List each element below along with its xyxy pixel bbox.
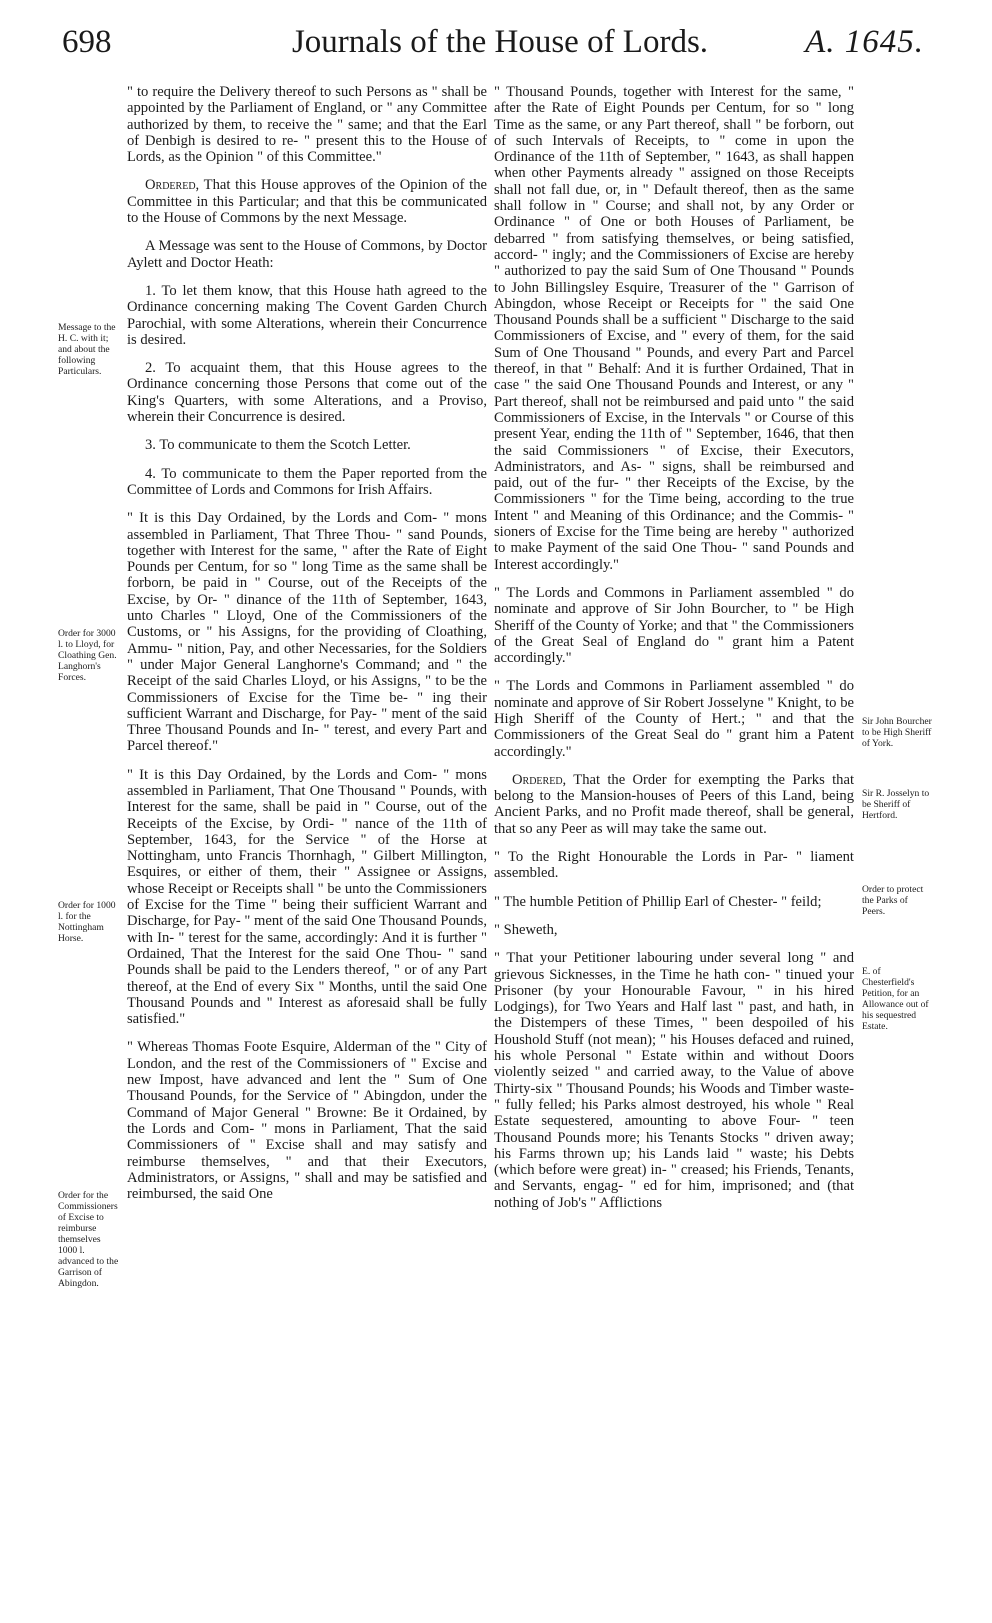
left-column xyxy=(127,84,487,1214)
paragraph: " Whereas Thomas Foote Esquire, Alderman of the " City of London, and the rest of the Commissioners of " Excise and new Impost, have advanced and lent the " Sum of One Thousand Pounds, for the Service of " Abingdon, under the Command of Major General " Browne: Be it Ordained, by the Lords and Com- " mons in Parliament, That the said Commissioners of " Excise shall and may satisfy and reimburse themselves, " and that their Executors, Administrators, or Assigns, " shall and may be satisfied and reimbursed, the said One xyxy=(127,1039,487,1203)
page-header xyxy=(0,14,992,74)
paragraph-text: That this House approves of the Opinion of the Committee in this Particular; and that this be communicated to the House of Commons by the next Message. xyxy=(127,177,487,227)
paragraph: " It is this Day Ordained, by the Lords and Com- " mons assembled in Parliament, That One Thousand " Pounds, with Interest for the same, shall be paid in " Course, out of the Receipts of the Excise, by Ordi- " nance of the 11th of September, 1643, for the Service " of the Horse at Nottingham, unto Francis Thornhagh, " Gilbert Millington, Esquires, or either of them, their " Assignee or Assigns, whose Receipt or Receipts shall " be unto the Commissioners of Excise for the Time " being their sufficient Warrant and Discharge, for Pay- " ment of the said One Thousand Pounds, with In- " terest for the same, accordingly: And it is further " Ordained, That the Interest for the said One Thou- " sand Pounds shall be paid to the Lenders thereof, " or of any Part thereof, at the End of every Six " Months, until the said One Thousand Pounds and " Interest as aforesaid shall be fully satisfied." xyxy=(127,766,487,1028)
paragraph: 3. To communicate to them the Scotch Letter. xyxy=(145,437,411,454)
margin-note-bourcher: Sir John Bourcher to be High Sheriff of York. xyxy=(862,716,932,749)
paragraph: " The Lords and Commons in Parliament assembled " do nominate and approve of Sir John Bourcher, to " be High Sheriff of the County of Yorke; and that " the Commissioners of the Great Seal of England do " grant him a Patent accordingly." xyxy=(494,584,854,667)
margin-note-message: Message to the H. C. with it; and about the following Particulars. xyxy=(58,322,116,377)
margin-note-chesterfield: E. of Chesterfield's Petition, for an Allowance out of his sequestred Estate. xyxy=(862,966,929,1032)
paragraph: " The humble Petition of Phillip Earl of Chester- " feild; xyxy=(494,893,822,910)
margin-note-josselyn: Sir R. Josselyn to be Sheriff of Hertford. xyxy=(862,788,930,821)
paragraph xyxy=(494,772,854,837)
paragraph: A Message was sent to the House of Commons, by Doctor Aylett and Doctor Heath: xyxy=(127,238,487,271)
paragraph: " That your Petitioner labouring under several long " and grievous Sicknesses, in the Time he hath con- " tinued your Prisoner (by your Honourable Favour, " in his hired Lodgings), for Two Years and Half last " past, and hath, in the Distempers of these Times, " been despoiled of his Houshold Stuff (not mean); " his Houses defaced and ruined, his whole Personal " Estate within and without Doors violently seized " and carried away, to the Value of above Thirty-six " Thousand Pounds; his Woods and Timber waste- " fully felled; his Parks almost destroyed, his whole " Real Estate sequestered, amounting to above Four- " teen Thousand Pounds more; his Tenants Stocks " driven away; his Farms thrown up; his Lands laid " waste; his Debts (which before were great) in- " creased; his Friends, Tenants, and Servants, engag- " ed for him, imprisoned; and (that nothing of Job's " Afflictions xyxy=(494,950,854,1211)
ordered-label: Ordered, xyxy=(512,771,567,788)
margin-note-lloyd: Order for 3000 l. to Lloyd, for Cloathing Gen. Langhorn's Forces. xyxy=(58,628,117,683)
paragraph xyxy=(127,177,487,226)
paragraph: " Sheweth, xyxy=(494,921,558,938)
paragraph-text: That the Order for exempting the Parks that belong to the Mansion-houses of Peers of this Land, being Ancient Parks, and no Profit made thereof, shall be general, that so any Peer as will may take the same out. xyxy=(494,771,854,837)
paragraph: 4. To communicate to them the Paper reported from the Committee of Lords and Commons for Irish Affairs. xyxy=(127,465,487,498)
margin-note-nottingham: Order for 1000 l. for the Nottingham Horse. xyxy=(58,900,116,944)
paragraph: 1. To let them know, that this House hath agreed to the Ordinance concerning making The Covent Garden Church Parochial, with some Alterations, wherein their Concurrence is desired. xyxy=(127,282,487,348)
paragraph: " Thousand Pounds, together with Interest for the same, " after the Rate of Eight Pounds per Centum, for so " long Time as the same, or any Part thereof, shall " be forborn, out of such Intervals of Receipts, to " come in upon the Ordinance of the 11th of September, " 1643, as shall happen when other Payments already " assigned on those Receipts shall not fall due, or, in " Default thereof, then as the same shall follow in " Course; and shall not, by any Order or Ordinance " of One or both Houses of Parliament, be debarred " from satisfying themselves, or being satisfied, accord- " ingly; and the Commissioners of Excise are hereby " authorized to pay the said Sum of One Thousand " Pounds to John Billingsley Esquire, Treasurer of the " Garrison of Abingdon, whose Receipt or Receipts for " the said One Thousand Pounds shall be a sufficient " Discharge to the said Commissioners of Excise, and " every of them, for the said Sum of One Thousand " Pounds, and every Part and Parcel thereof, in that " Behalf: And it is further Ordained, That in case " the said One Thousand Pounds and Interest, or any " Part thereof, shall not be reimbursed and paid unto " the said Commissioners of Excise, in the Intervals " or Course of this present Year, ending the 11th of " September, 1646, that then the said Commissioners " of Excise, their Executors, Administrators, and As- " signs, shall be reimbursed and paid, out of the fur- " ther Receipts of the Excise, by the Commissioners " for the Time being, according to the true Intent " and Meaning of this Ordinance; and the Commis- " sioners of Excise for the Time being are hereby " authorized to make Payment of the said One Thou- " sand Pounds and Interest accordingly." xyxy=(494,84,854,573)
page-number: 698 xyxy=(62,24,112,60)
paragraph: " To the Right Honourable the Lords in Par- " liament assembled. xyxy=(494,849,854,882)
margin-note-parks: Order to protect the Parks of Peers. xyxy=(862,884,924,917)
paragraph: " The Lords and Commons in Parliament assembled " do nominate and approve of Sir Robert Josselyne " Knight, to be High Sheriff of the County of Hert.; " and that the Commissioners of the Great Seal do " grant him a Patent accordingly." xyxy=(494,678,854,760)
right-column xyxy=(494,84,854,1223)
margin-note-abingdon: Order for the Commissioners of Excise to reimburse themselves 1000 l. advanced to the Garrison of Abingdon. xyxy=(58,1190,119,1289)
paragraph: 2. To acquaint them, that this House agrees to the Ordinance concerning those Persons that come out of the King's Quarters, with some Alterations, and a Proviso, wherein their Concurrence is desired. xyxy=(127,360,487,426)
ordered-label: Ordered, xyxy=(145,177,200,194)
paragraph: " to require the Delivery thereof to such Persons as " shall be appointed by the Parliament of England, or " any Committee authorized by them, to receive the " same; and that the Earl of Denbigh is desired to re- " present this to the House of Lords, as the Opinion " of this Committee." xyxy=(127,84,487,166)
running-title: Journals of the House of Lords. xyxy=(291,24,709,60)
paragraph: " It is this Day Ordained, by the Lords and Com- " mons assembled in Parliament, That Three Thou- " sand Pounds, together with Interest for the same, " after the Rate of Eight Pounds per Centum, for so " long Time as the same shall be forborn, be paid in " Course, out of the Receipts of the Excise, by Or- " dinance of the 11th of September, 1643, unto Charles " Lloyd, One of the Commissioners of the Customs, or " his Assigns, for the providing of Cloathing, Ammu- " nition, Pay, and other Necessaries, for the Soldiers " under Major General Langhorne's Command; and " the Receipt of the said Charles Lloyd, or his Assigns, " to be the Commissioners of Excise for the Time be- " ing their sufficient Warrant and Discharge, for Pay- " ment of the said Three Thousand Pounds and In- " terest, and every Part and Parcel thereof." xyxy=(127,510,487,755)
year-label: A. 1645. xyxy=(805,24,924,60)
